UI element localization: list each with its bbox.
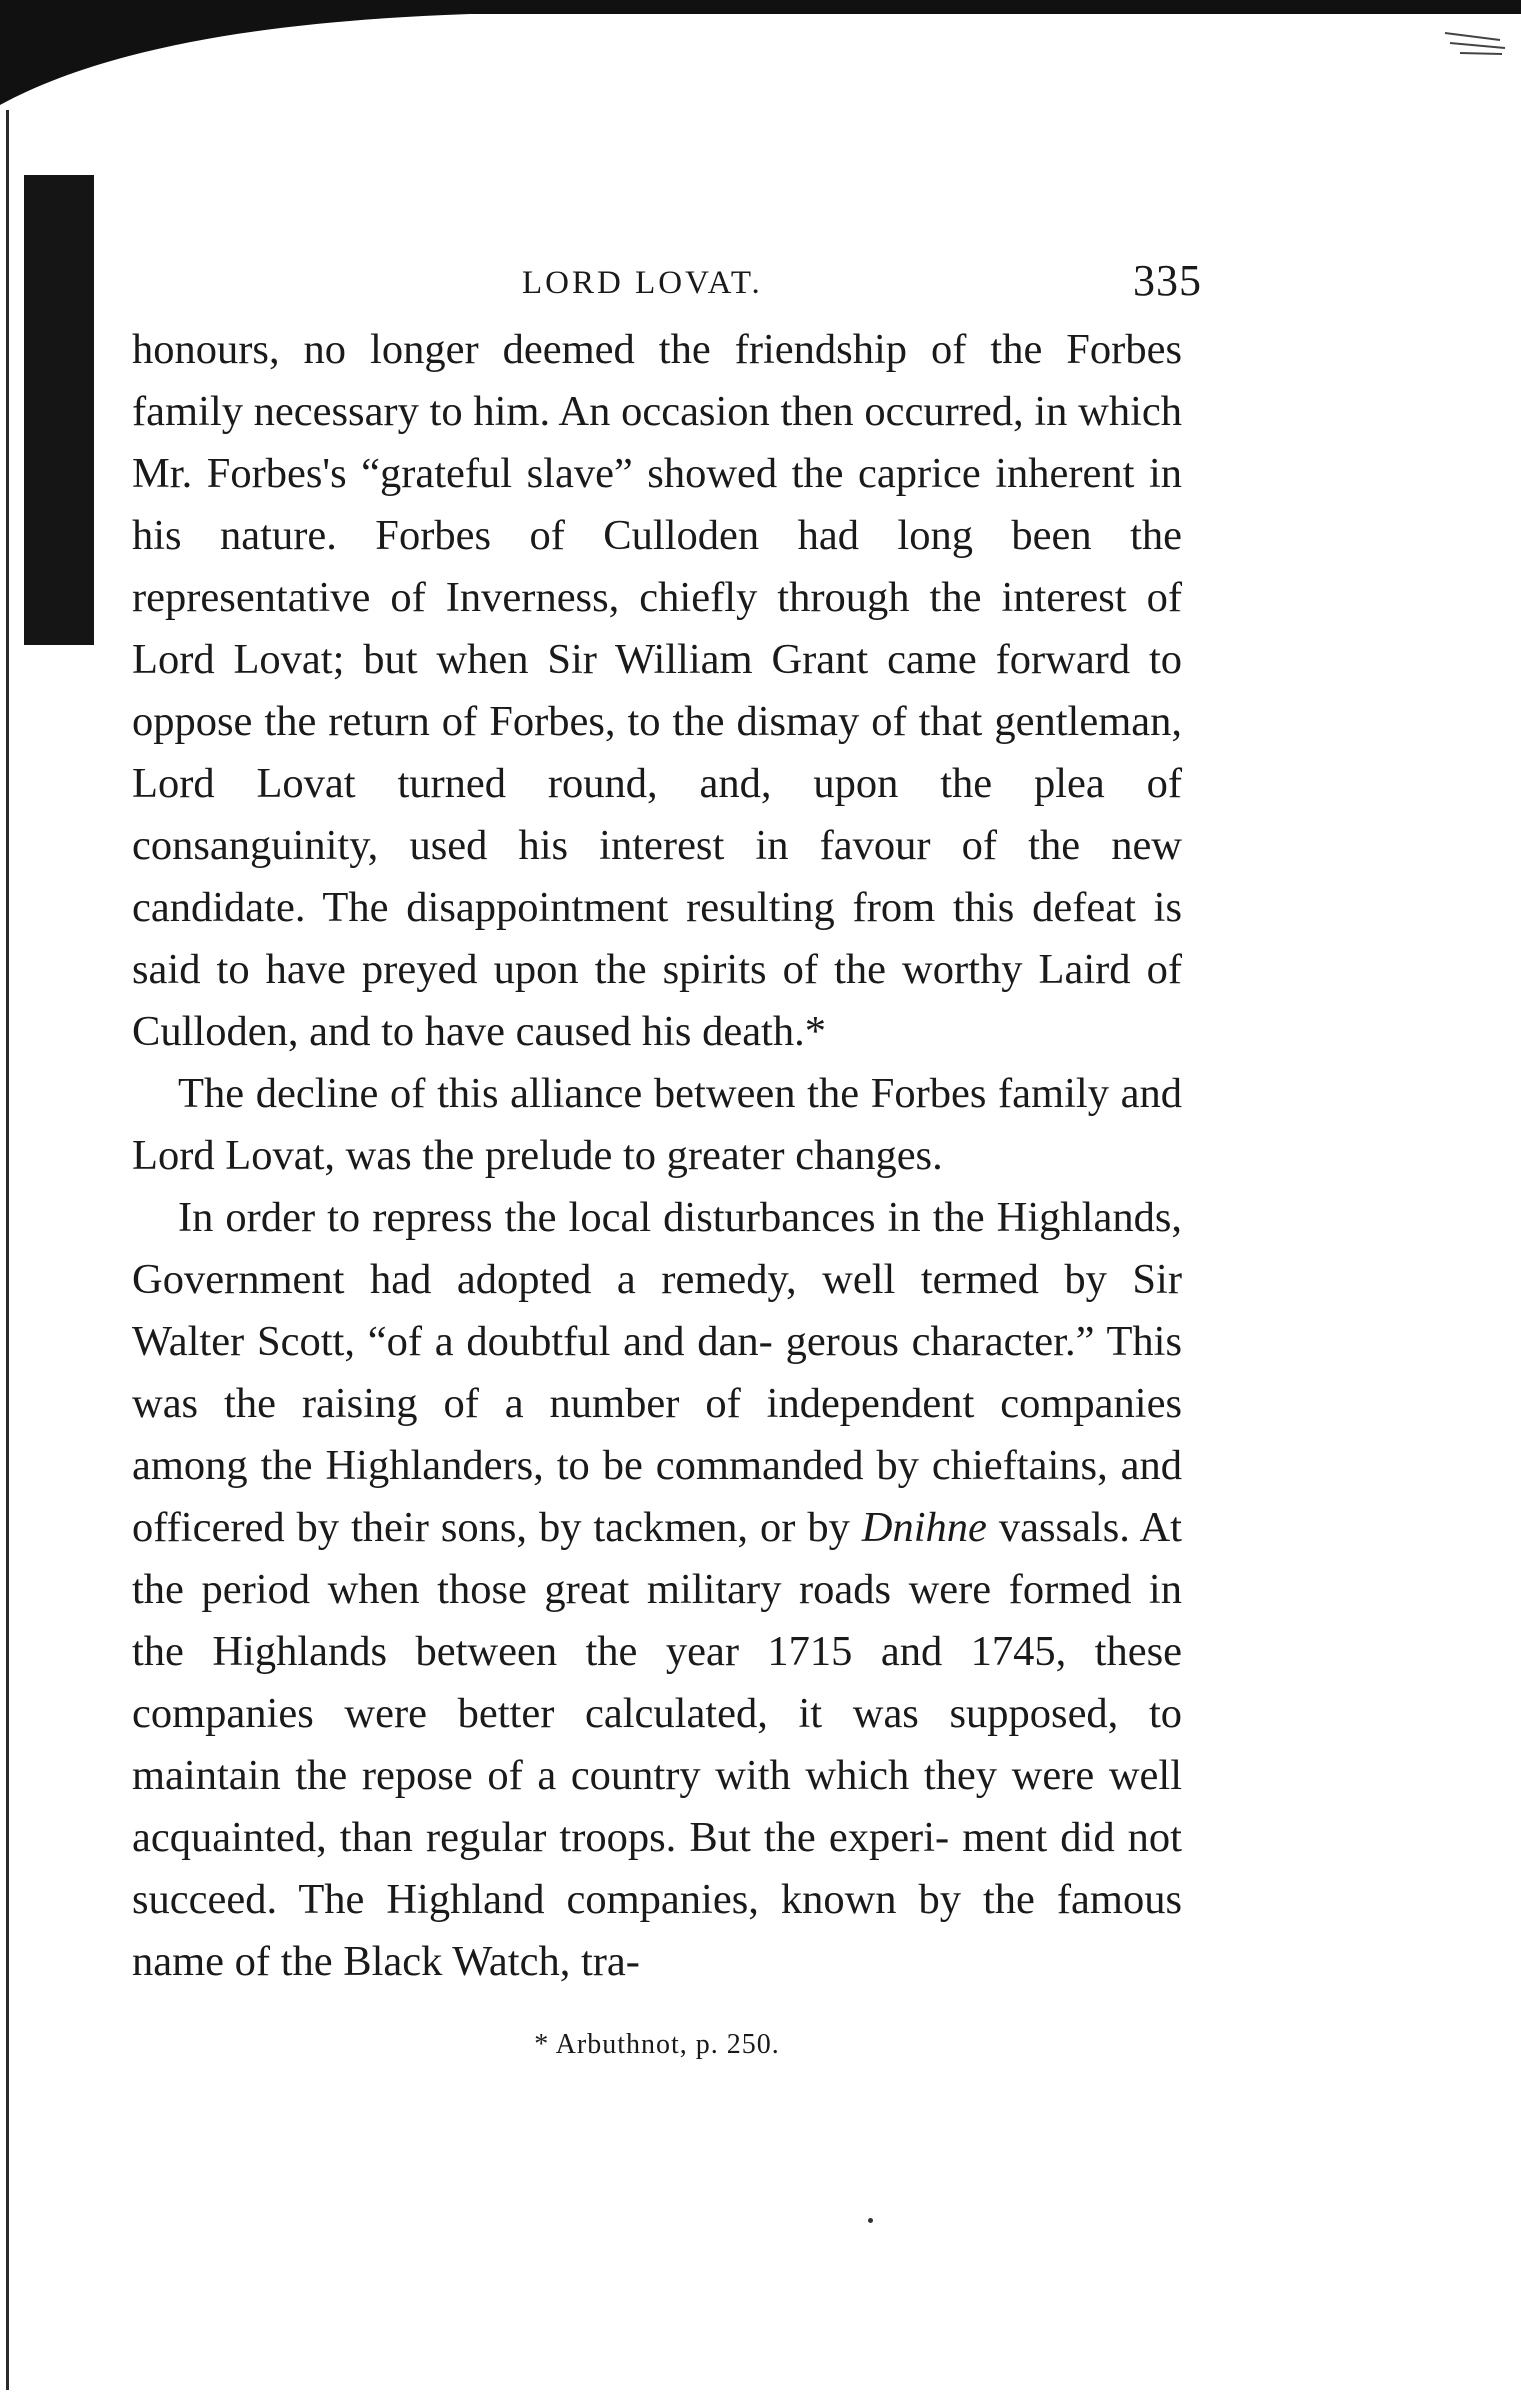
text-line: be commanded by chieftains, and officered by their (132, 1442, 1182, 1551)
running-title: LORD LOVAT. (522, 265, 763, 301)
binding-shadow (24, 175, 94, 645)
text-line: vassals. At the period (132, 1504, 1182, 1613)
text-line: The decline of this alliance between the Forbes family (178, 1070, 1121, 1117)
text-line: had long been the representative of Inverness, chiefly (132, 512, 1182, 621)
text-line: caprice inherent in his nature. Forbes of Culloden (132, 450, 1183, 559)
text-line: Culloden, and to have caused his death.* (132, 1008, 826, 1055)
text-line: In order to repress the local disturbances in the (178, 1194, 997, 1241)
text-line: sons, by tackmen, or by (440, 1504, 862, 1551)
footnote: * Arbuthnot, p. 250. (534, 2029, 780, 2060)
running-head (132, 255, 1202, 315)
text-line: disappointment resulting from this defeat is said to (132, 884, 1182, 993)
text-line: Forbes, to the dismay of that gentleman, Lord Lovat (132, 698, 1182, 807)
text-line: known by the famous name of the Black Watch, tra- (132, 1876, 1182, 1985)
text-line: through the interest of Lord Lovat; but when Sir (132, 574, 1182, 683)
italic-word: Dnihne (861, 1504, 987, 1551)
text-line: used his interest in favour of the new candidate. The (132, 822, 1182, 931)
text-line: family necessary to him. An occasion then occurred, (132, 388, 1035, 435)
scan-speck (868, 2218, 873, 2223)
text-line: maintain the repose of a country with which they were (132, 1752, 1109, 1799)
text-line: of independent companies among the Highlanders, to (132, 1380, 1183, 1489)
text-line: in which Mr. Forbes's “grateful slave” showed the (132, 388, 1183, 497)
text-line: termed by Sir Walter Scott, “of a doubtful and dan- (132, 1256, 1182, 1365)
body-text (132, 319, 1182, 1993)
text-line: have preyed upon the spirits of the worthy Laird of (265, 946, 1182, 993)
text-line: the Highlands between the year 1715 and 1745, these (132, 1628, 1182, 1675)
scan-corner-mark (1440, 28, 1510, 58)
text-line: and Lord Lovat, was the prelude to greater changes. (132, 1070, 1182, 1179)
paragraph (132, 319, 1182, 1063)
text-line: ment did not succeed. The Highland companies, (132, 1814, 1182, 1923)
text-line: companies were better calculated, it was supposed, to (132, 1690, 1182, 1737)
scan-corner-shadow (0, 0, 470, 110)
book-page (132, 255, 1202, 2061)
text-line: when those great military roads were formed in (327, 1566, 1182, 1613)
paragraph (132, 1187, 1182, 1993)
page-number: 335 (1133, 256, 1202, 305)
text-line: well acquainted, than regular troops. But the experi- (132, 1752, 1182, 1861)
text-line: turned round, and, upon the plea of consanguinity, (132, 760, 1183, 869)
text-line: honours, no longer deemed the friendship of the Forbes (132, 326, 1182, 373)
paragraph (132, 1063, 1182, 1187)
page-edge-line (6, 110, 9, 2390)
text-line: William Grant came forward to oppose the return of (132, 636, 1182, 745)
text-line: gerous character.” This was the raising of a number (132, 1318, 1183, 1427)
text-line: Highlands, Government had adopted a remedy, well (132, 1194, 1182, 1303)
